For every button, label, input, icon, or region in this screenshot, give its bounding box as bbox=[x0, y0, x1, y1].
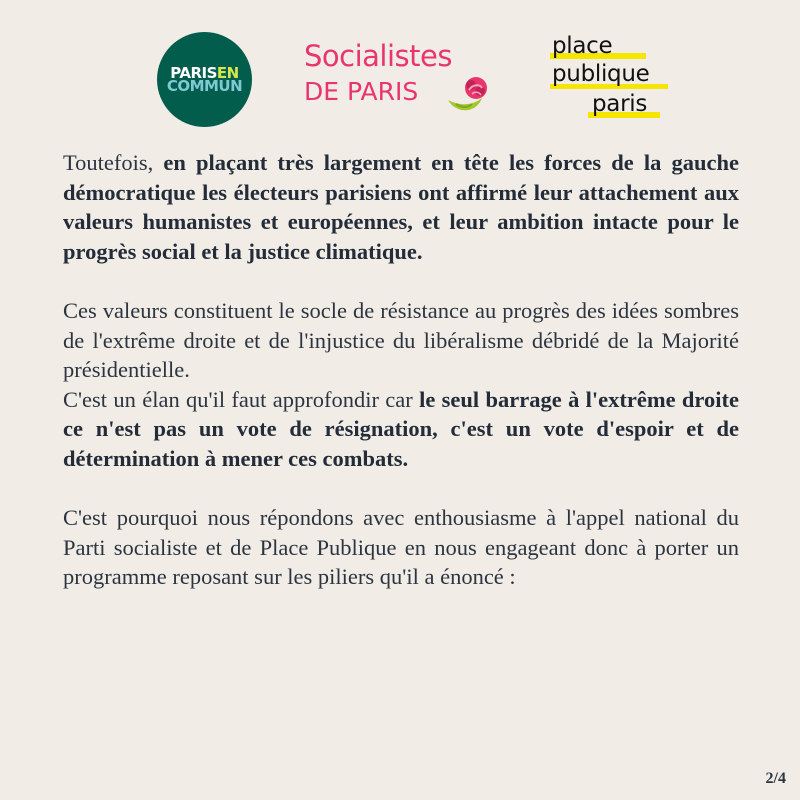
socialistes-title: Socialistes bbox=[304, 39, 452, 73]
publique-word: publique bbox=[552, 61, 650, 87]
place-word: place bbox=[552, 33, 613, 59]
paris-word: paris bbox=[592, 91, 648, 117]
paragraph-1-bold: en plaçant très largement en tête les forces de la gauche démocratique les électeurs parisiens ont affirmé leur attachement aux valeurs humanistes et européennes, et leur ambition intacte pour le progrès social et la justice climatique. bbox=[63, 150, 739, 264]
paragraph-1-intro: Toutefois, bbox=[63, 150, 164, 175]
page-number: 2/4 bbox=[765, 770, 786, 787]
de-paris-title: DE PARIS bbox=[304, 77, 419, 106]
paris-en-commun-logo bbox=[157, 32, 252, 127]
paragraph-1 bbox=[63, 148, 739, 266]
body-text bbox=[63, 148, 739, 592]
paragraph-3-bold: le seul barrage à l'extrême droite ce n'est pas un vote de résignation, c'est un vote d'espoir et de détermination à mener ces combats. bbox=[63, 386, 739, 471]
logo-row bbox=[0, 32, 800, 132]
rose-icon bbox=[442, 74, 494, 116]
paragraph-4: C'est pourquoi nous répondons avec enthousiasme à l'appel national du Parti socialiste et de Place Publique en nous engageant donc à porter un programme reposant sur les piliers qu'il a énoncé : bbox=[63, 505, 739, 589]
paragraph-gap bbox=[63, 266, 739, 296]
paris-en-commun-line1: PARISEN bbox=[170, 64, 239, 82]
socialistes-de-paris-logo bbox=[304, 40, 504, 120]
paragraph-gap bbox=[63, 473, 739, 503]
paragraph-3 bbox=[63, 385, 739, 474]
paris-en-commun-en: EN bbox=[216, 64, 239, 82]
place-publique-paris-logo bbox=[548, 34, 678, 126]
paris-en-commun-commun: COMMUN bbox=[166, 77, 243, 95]
paragraph-3-intro: C'est un élan qu'il faut approfondir car bbox=[63, 386, 420, 412]
paragraph-2: Ces valeurs constituent le socle de résistance au progrès des idées sombres de l'extrême droite et de l'injustice du libéralisme débridé de la Majorité présidentielle. bbox=[63, 298, 739, 382]
